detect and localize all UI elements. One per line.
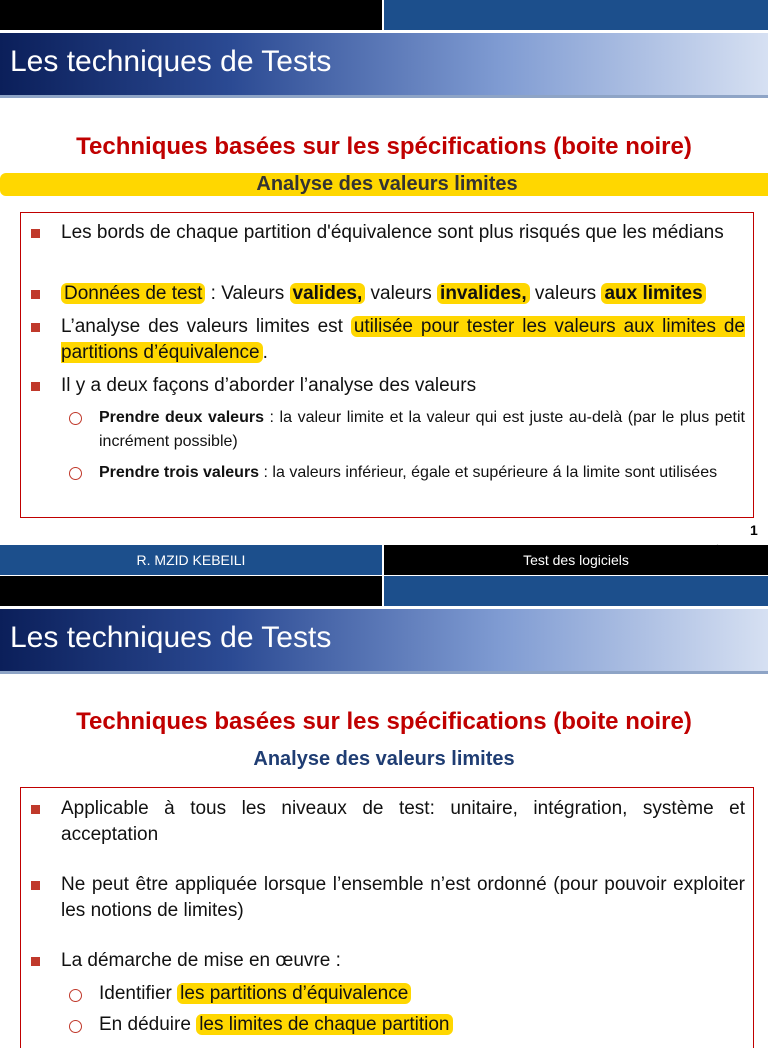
square-bullet-icon (31, 229, 40, 238)
slide1-bullet-4: Il y a deux façons d’aborder l’analyse des valeurs (21, 373, 753, 399)
square-bullet-icon (31, 881, 40, 890)
top-bar-right (384, 0, 768, 30)
slide1-sub-1: Prendre deux valeurs : la valeur limite et la valeur qui est juste au-delà (par le plus petit incrément possible) (21, 406, 753, 454)
square-bullet-icon (31, 805, 40, 814)
circle-bullet-icon (69, 467, 82, 480)
slide2-content-box (20, 787, 754, 1048)
slide2-title-band (0, 609, 768, 674)
slide2-sub-1: Identifier les partitions d’équivalence (21, 981, 753, 1007)
slide1-bullet-2: Données de test : Valeurs valides, valeurs invalides, valeurs aux limites (21, 281, 753, 307)
square-bullet-icon (31, 957, 40, 966)
circle-bullet-icon (69, 412, 82, 425)
circle-bullet-icon (69, 1020, 82, 1033)
slide1-subtitle: Techniques basées sur les spécifications (boite noire) (76, 133, 692, 160)
square-bullet-icon (31, 323, 40, 332)
slide2-title: Les techniques de Tests (10, 621, 332, 654)
slide2-bullet-3: La démarche de mise en œuvre : (21, 948, 753, 974)
footer-course: Test des logiciels (384, 545, 768, 575)
slide1-content-box (20, 212, 754, 518)
top-bar-left-2 (0, 576, 382, 606)
top-bar-left (0, 0, 382, 30)
slide1-title-band (0, 33, 768, 98)
slide2-section: Analyse des valeurs limites (253, 748, 515, 770)
slide1-title: Les techniques de Tests (10, 45, 332, 78)
circle-bullet-icon (69, 989, 82, 1002)
slide2-subtitle: Techniques basées sur les spécifications (boite noire) (76, 708, 692, 735)
slide2-bullet-1: Applicable à tous les niveaux de test: unitaire, intégration, système et acceptation (21, 796, 753, 848)
square-bullet-icon (31, 382, 40, 391)
slide1-bullet-3: L’analyse des valeurs limites est utilisée pour tester les valeurs aux limites de partitions d’équivalence . (21, 314, 753, 366)
slide1-bullet-1: Les bords de chaque partition d'équivalence sont plus risqués que les médians (21, 220, 753, 246)
top-bar-right-2 (384, 576, 768, 606)
slide1-section: Analyse des valeurs limites (0, 173, 768, 196)
footer-author: R. MZID KEBEILI (0, 545, 382, 575)
slide1-sub-2: Prendre trois valeurs : la valeurs inférieur, égale et supérieure á la limite sont utilisées (21, 461, 753, 485)
slide2-bullet-2: Ne peut être appliquée lorsque l’ensemble n’est ordonné (pour pouvoir exploiter les notions de limites) (21, 872, 753, 924)
slide2-sub-2: En déduire les limites de chaque partition (21, 1012, 753, 1038)
page-number: 1 (750, 522, 758, 538)
square-bullet-icon (31, 290, 40, 299)
